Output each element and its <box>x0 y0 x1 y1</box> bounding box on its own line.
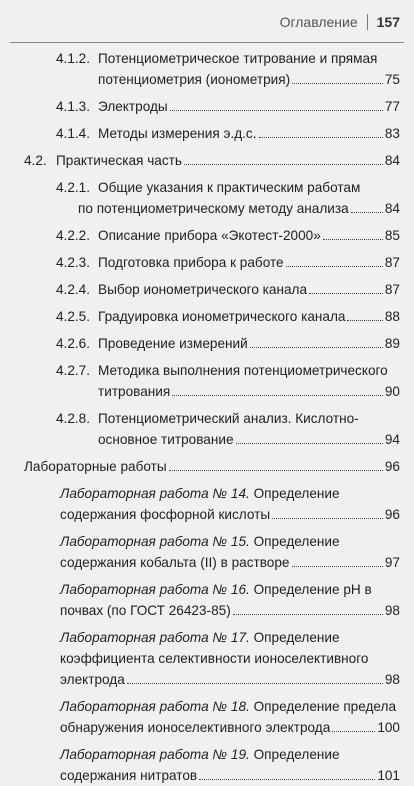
toc-entry[interactable] <box>0 306 414 327</box>
leader-dots <box>332 717 375 732</box>
toc-entry-page: 84 <box>384 201 400 216</box>
toc-entry-title-line1: Потенциометрическое титрование и прямая <box>98 51 378 66</box>
toc-entry-last-line <box>98 429 400 450</box>
toc-entry[interactable] <box>0 252 414 273</box>
toc-lab-entry[interactable] <box>0 483 414 525</box>
toc-entry-last-line <box>98 333 400 354</box>
lab-label: Лабораторная работа № 16. <box>60 582 250 597</box>
toc-entry[interactable] <box>0 408 414 450</box>
lab-label: Лабораторная работа № 14. <box>60 486 250 501</box>
lab-title-line3: электрода <box>60 672 125 687</box>
toc-lab-entry[interactable] <box>0 579 414 621</box>
toc-entry-last-line <box>98 123 400 144</box>
toc-entry-title-line2: основное титрование <box>98 432 234 447</box>
toc-entry-number: 4.2.5. <box>56 309 91 324</box>
lab-label: Лабораторная работа № 15. <box>60 534 250 549</box>
toc-entry-page: 101 <box>377 768 400 783</box>
toc-entry-last-line <box>78 198 400 219</box>
toc-entry-title: Выбор ионометрического канала <box>98 282 308 297</box>
lab-label: Лабораторная работа № 17. <box>60 630 250 645</box>
lab-title-line1: Определение предела <box>253 699 397 714</box>
toc-entry-title-line2: потенциометрия (ионометрия) <box>98 72 291 87</box>
toc-entry[interactable] <box>0 96 414 117</box>
header-title: Оглавление <box>279 14 358 30</box>
toc-entry-title: Лабораторные работы <box>24 459 167 474</box>
toc-entry-title: Описание прибора «Экотест-2000» <box>98 228 321 243</box>
lab-title-line1: Определение <box>253 534 340 549</box>
header-rule <box>10 42 404 43</box>
toc-entry-page: 96 <box>384 507 400 522</box>
toc-entry-last-line <box>98 306 400 327</box>
toc-entry-title-line1: Методика выполнения потенциометрического <box>98 363 388 378</box>
toc-entry-page: 97 <box>384 555 400 570</box>
leader-dots <box>292 552 383 567</box>
leader-dots <box>347 306 382 321</box>
toc-entry-title: Практическая часть <box>56 153 182 168</box>
lab-title-line2: обнаружения ионоселективного электрода <box>60 720 331 735</box>
toc-entry-title: Электроды <box>98 99 168 114</box>
toc-entry-page: 77 <box>384 99 400 114</box>
leader-dots <box>250 333 383 348</box>
toc-entry-number: 4.2. <box>24 153 47 168</box>
toc-entry-last-line <box>98 279 400 300</box>
lab-title-line1: Определение <box>253 486 340 501</box>
toc-lab-entry[interactable] <box>0 744 414 786</box>
toc-entry-page: 89 <box>384 336 400 351</box>
toc-entry-title: Методы измерения э.д.с. <box>98 126 257 141</box>
toc-entry[interactable] <box>0 279 414 300</box>
leader-dots <box>233 600 383 615</box>
toc-entry-page: 98 <box>384 603 400 618</box>
toc-entry-page: 96 <box>384 459 400 474</box>
lab-title-line1: Определение <box>253 630 340 645</box>
toc-entry[interactable] <box>0 123 414 144</box>
toc-entry-title: Подготовка прибора к работе <box>98 255 284 270</box>
toc-entry-number: 4.2.3. <box>56 255 91 270</box>
toc-entry-number: 4.2.1. <box>56 180 91 195</box>
toc-entry-number: 4.2.6. <box>56 336 91 351</box>
toc-entry-title: Проведение измерений <box>98 336 248 351</box>
toc-entry-number: 4.1.3. <box>56 99 91 114</box>
toc-lab-heading <box>60 483 340 504</box>
lab-title-line2: почвах (по ГОСТ 26423-85) <box>60 603 231 618</box>
toc-entry-last-line <box>60 600 400 621</box>
toc-entry-title: Градуировка ионометрического канала <box>98 309 346 324</box>
toc-entry-page: 94 <box>384 432 400 447</box>
toc-entry-number: 4.1.4. <box>56 126 91 141</box>
toc-entry-page: 87 <box>384 255 400 270</box>
toc-entry-page: 87 <box>384 282 400 297</box>
toc-lab-heading <box>60 579 372 600</box>
toc-entry-last-line <box>56 150 400 171</box>
toc-entry-page: 100 <box>377 720 400 735</box>
toc-entry-last-line <box>24 456 400 477</box>
leader-dots <box>236 429 383 444</box>
toc-entry[interactable] <box>0 360 414 402</box>
toc-entry-title-line2: по потенциометрическому методу анализа <box>78 201 349 216</box>
toc-entry-last-line <box>60 765 400 786</box>
lab-title-line2: содержания кобальта (II) в растворе <box>60 555 290 570</box>
toc-lab-entry[interactable] <box>0 531 414 573</box>
toc-entry-title-line1: Потенциометрический анализ. Кислотно- <box>98 411 359 426</box>
toc-section-entry[interactable] <box>0 150 414 171</box>
toc-lab-heading <box>60 744 340 765</box>
leader-dots <box>272 504 383 519</box>
toc-entry[interactable] <box>0 225 414 246</box>
toc-entry-page: 98 <box>384 672 400 687</box>
leader-dots <box>170 96 383 111</box>
lab-title-line2: коэффициента селективности ионоселективного <box>60 651 369 666</box>
toc-entry-last-line <box>98 381 400 402</box>
leader-dots <box>351 198 383 213</box>
toc-section-entry[interactable] <box>0 456 414 477</box>
toc-lab-heading <box>60 531 340 552</box>
toc-entry-page: 85 <box>384 228 400 243</box>
toc-entry-number: 4.1.2. <box>56 51 91 66</box>
running-header <box>280 14 400 30</box>
toc-entry-page: 90 <box>384 384 400 399</box>
lab-label: Лабораторная работа № 19. <box>60 747 250 762</box>
toc-entry-page: 84 <box>384 153 400 168</box>
toc-entry-number: 4.2.8. <box>56 411 91 426</box>
toc-entry-number: 4.2.2. <box>56 228 91 243</box>
toc-entry-last-line <box>60 552 400 573</box>
toc-entry-last-line <box>98 69 400 90</box>
header-divider <box>367 14 368 30</box>
toc-entry-last-line <box>98 252 400 273</box>
lab-title-line1: Определение pH в <box>253 582 372 597</box>
leader-dots <box>323 225 383 240</box>
leader-dots <box>292 69 383 84</box>
lab-title-line2: содержания фосфорной кислоты <box>60 507 271 522</box>
toc-entry-title-line1: Общие указания к практическим работам <box>98 180 361 195</box>
lab-title-line1: Определение <box>253 747 340 762</box>
toc-lab-heading <box>60 627 340 648</box>
toc-entry-last-line <box>98 225 400 246</box>
toc-entry[interactable] <box>0 48 414 90</box>
toc-entry-page: 83 <box>384 126 400 141</box>
toc-entry-title-line2: титрования <box>98 384 171 399</box>
leader-dots <box>127 669 383 684</box>
toc-entry-number: 4.2.4. <box>56 282 91 297</box>
toc-entry-page: 75 <box>384 72 400 87</box>
lab-title-line2: содержания нитратов <box>60 768 198 783</box>
toc-entry-last-line <box>98 96 400 117</box>
toc-entry-number: 4.2.7. <box>56 363 91 378</box>
leader-dots <box>169 456 383 471</box>
leader-dots <box>184 150 383 165</box>
leader-dots <box>172 381 383 396</box>
toc-lab-entry[interactable] <box>0 696 414 738</box>
leader-dots <box>286 252 383 267</box>
toc-entry-page: 88 <box>384 309 400 324</box>
toc-entry-last-line <box>60 504 400 525</box>
page-number: 157 <box>376 14 400 30</box>
leader-dots <box>259 123 383 138</box>
leader-dots <box>309 279 383 294</box>
lab-label: Лабораторная работа № 18. <box>60 699 250 714</box>
toc-lab-heading <box>60 696 396 717</box>
toc-entry-last-line <box>60 717 400 738</box>
toc-lab-entry[interactable] <box>0 627 414 690</box>
toc-entry[interactable] <box>0 177 414 219</box>
toc-entry[interactable] <box>0 333 414 354</box>
toc-entry-last-line <box>60 669 400 690</box>
